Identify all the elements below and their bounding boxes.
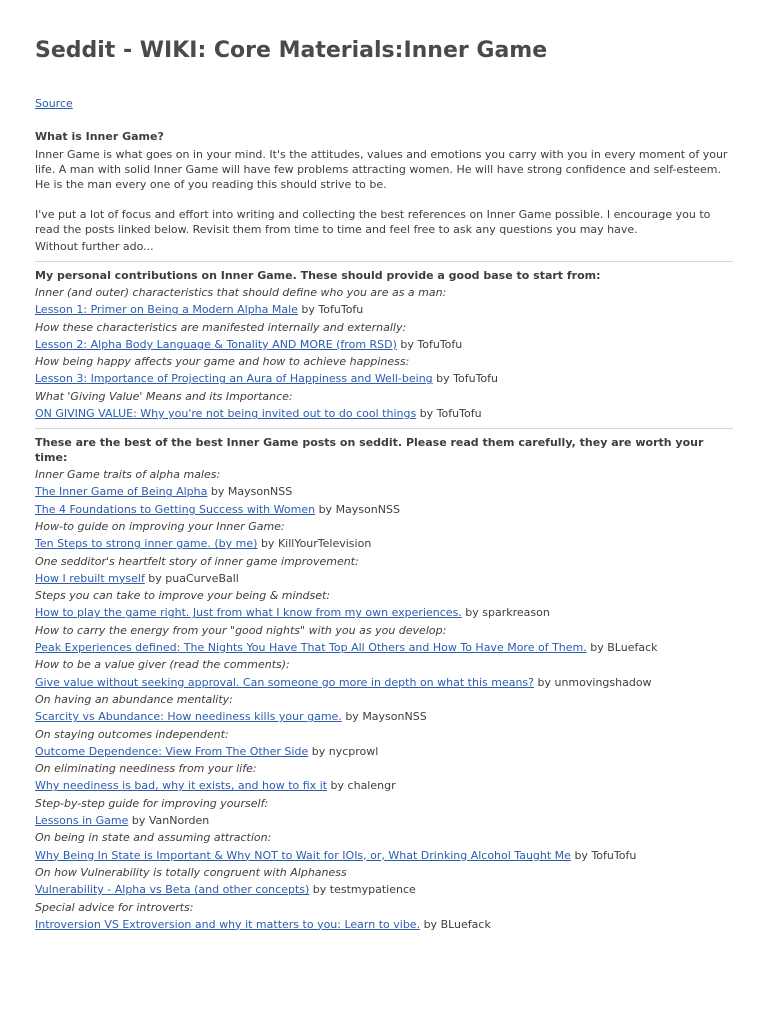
item-description: What 'Giving Value' Means and its Importance: xyxy=(35,389,293,403)
post-author: by chalengr xyxy=(327,779,396,793)
post-author: by KillYourTelevision xyxy=(257,537,372,551)
post-link[interactable]: Lesson 1: Primer on Being a Modern Alpha Male xyxy=(35,303,298,317)
post-link[interactable]: The 4 Foundations to Getting Success with Women xyxy=(35,502,316,516)
list-item xyxy=(35,571,733,586)
item-description: How being happy affects your game and how to achieve happiness: xyxy=(35,355,410,369)
source-link[interactable]: Source xyxy=(35,97,73,110)
list-item xyxy=(35,640,733,655)
post-link[interactable]: How I rebuilt myself xyxy=(35,571,145,585)
post-link[interactable]: How to play the game right. Just from what I know from my own experiences. xyxy=(35,606,462,620)
item-description: On staying outcomes independent: xyxy=(35,727,229,741)
post-author: by MaysonNSS xyxy=(341,710,427,724)
list-item xyxy=(35,882,733,897)
post-author: by nycprowl xyxy=(308,744,379,758)
post-author: by BLuefack xyxy=(586,641,658,655)
list-item xyxy=(35,848,733,863)
section-heading: These are the best of the best Inner Game posts on seddit. Please read them carefully, they are worth your time: xyxy=(35,436,704,465)
link-sections xyxy=(35,261,733,932)
post-link[interactable]: Lessons in Game xyxy=(35,814,129,828)
list-item xyxy=(35,778,733,793)
post-author: by BLuefack xyxy=(420,917,491,931)
post-author: by sparkreason xyxy=(461,606,550,620)
post-author: by testmypatience xyxy=(309,883,416,897)
item-description: How-to guide on improving your Inner Game: xyxy=(35,519,285,533)
item-description: Step-by-step guide for improving yourself: xyxy=(35,796,269,810)
item-description: How to be a value giver (read the comments): xyxy=(35,658,290,672)
post-link[interactable]: Outcome Dependence: View From The Other Side xyxy=(35,744,309,758)
section-divider xyxy=(35,428,733,429)
item-description: How to carry the energy from your "good nights" with you as you develop: xyxy=(35,623,447,637)
list-item xyxy=(35,406,733,421)
intro-paragraph-3: Without further ado... xyxy=(35,240,154,253)
list-item xyxy=(35,371,733,386)
intro-question: What is Inner Game? xyxy=(35,130,164,143)
item-description: Inner (and outer) characteristics that should define who you are as a man: xyxy=(35,286,447,299)
post-link[interactable]: ON GIVING VALUE: Why you're not being invited out to do cool things xyxy=(35,407,417,421)
item-description: One sedditor's heartfelt story of inner game improvement: xyxy=(35,554,359,568)
post-link[interactable]: Lesson 2: Alpha Body Language & Tonality AND MORE (from RSD) xyxy=(35,337,397,351)
post-author: by TofuTofu xyxy=(416,407,482,421)
section-divider xyxy=(35,261,733,262)
list-item xyxy=(35,917,733,932)
post-link[interactable]: Vulnerability - Alpha vs Beta (and other concepts) xyxy=(35,883,310,897)
item-description: Steps you can take to improve your being & mindset: xyxy=(35,589,331,603)
list-item xyxy=(35,709,733,724)
item-description: On how Vulnerability is totally congruent with Alphaness xyxy=(35,865,347,879)
item-description: Special advice for introverts: xyxy=(35,900,194,914)
post-author: by puaCurveBall xyxy=(144,571,239,585)
item-description: On having an abundance mentality: xyxy=(35,692,233,706)
post-author: by TofuTofu xyxy=(297,303,364,317)
page-title: Seddit - WIKI: Core Materials:Inner Game xyxy=(35,38,548,63)
item-description: How these characteristics are manifested internally and externally: xyxy=(35,320,407,334)
post-link[interactable]: Why neediness is bad, why it exists, and how to fix it xyxy=(35,779,328,793)
post-link[interactable]: Why Being In State is Important & Why NOT to Wait for IOIs, or, What Drinking Alcohol Taught Me xyxy=(35,848,571,862)
post-author: by MaysonNSS xyxy=(207,485,293,499)
list-item xyxy=(35,744,733,759)
source-line xyxy=(35,96,733,111)
post-author: by VanNorden xyxy=(128,814,210,828)
section-heading: My personal contributions on Inner Game. These should provide a good base to start from: xyxy=(35,269,601,282)
post-link[interactable]: Scarcity vs Abundance: How neediness kills your game. xyxy=(35,710,342,724)
list-item xyxy=(35,536,733,551)
intro-paragraph-1: Inner Game is what goes on in your mind. It's the attitudes, values and emotions you carry with you in every moment of your life. A man with solid Inner Game will have few problems attracting women. He will have strong confidence and self-esteem. He is the man every one of you reading this should strive to be. xyxy=(35,148,728,191)
list-item xyxy=(35,337,733,352)
post-link[interactable]: Introversion VS Extroversion and why it matters to you: Learn to vibe. xyxy=(35,917,421,931)
post-author: by TofuTofu xyxy=(396,337,463,351)
list-item xyxy=(35,675,733,690)
post-author: by unmovingshadow xyxy=(534,675,652,689)
list-item xyxy=(35,605,733,620)
list-item xyxy=(35,484,733,499)
post-link[interactable]: Peak Experiences defined: The Nights You Have That Top All Others and How To Have More of Them. xyxy=(35,641,587,655)
list-item xyxy=(35,813,733,828)
post-author: by TofuTofu xyxy=(570,848,637,862)
list-item xyxy=(35,502,733,517)
post-link[interactable]: The Inner Game of Being Alpha xyxy=(35,485,208,499)
post-link[interactable]: Give value without seeking approval. Can someone go more in depth on what this means? xyxy=(35,675,534,689)
post-author: by TofuTofu xyxy=(432,372,499,386)
item-description: On eliminating neediness from your life: xyxy=(35,762,257,776)
post-link[interactable]: Lesson 3: Importance of Projecting an Aura of Happiness and Well-being xyxy=(35,372,433,386)
list-item xyxy=(35,302,733,317)
post-link[interactable]: Ten Steps to strong inner game. (by me) xyxy=(35,537,258,551)
item-description: On being in state and assuming attraction: xyxy=(35,831,272,845)
item-description: Inner Game traits of alpha males: xyxy=(35,468,221,482)
post-author: by MaysonNSS xyxy=(315,502,400,516)
intro-paragraph-2: I've put a lot of focus and effort into writing and collecting the best references on Inner Game possible. I encourage you to read the posts linked below. Revisit them from time to time and feel free to ask any questions you may have. xyxy=(35,208,711,236)
